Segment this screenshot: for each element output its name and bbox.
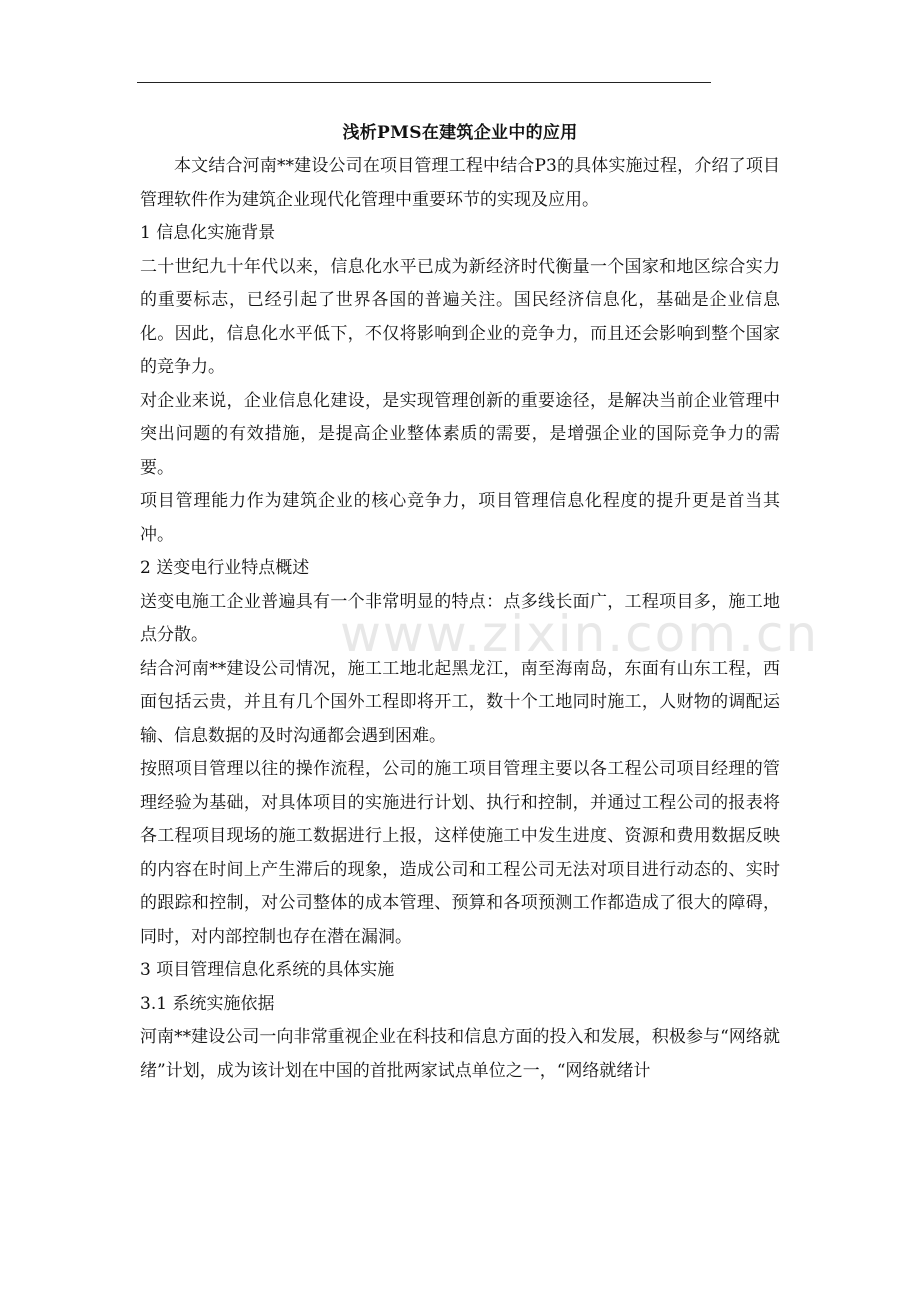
section-heading-1: 1 信息化实施背景 [140, 223, 276, 243]
subsection-heading-3-1: 3.1 系统实施依据 [140, 993, 275, 1014]
paragraph: 送变电施工企业普遍具有一个非常明显的特点：点多线长面广，工程项目多，施工地点分散。 [140, 591, 780, 645]
section-heading-3: 3 项目管理信息化系统的具体实施 [140, 960, 395, 980]
watermark: www.zixin.com.cn [340, 605, 820, 663]
paragraph: 按照项目管理以往的操作流程，公司的施工项目管理主要以各工程公司项目经理的管理经验为基础，对具体项目的实施进行计划、执行和控制，并通过工程公司的报表将各工程项目现场的施工数据进行上报，这样使施工中发生进度、资源和费用数据反映的内容在时间上产生滞后的现象，造成公司和工程公司无法对项目进行动态的、实时的跟踪和控制，对公司整体的成本管理、预算和各项预测工作都造成了很大的障碍，同时，对内部控制也存在潜在漏洞。 [140, 759, 780, 947]
document-body [140, 150, 780, 1088]
paragraph: 二十世纪九十年代以来，信息化水平已成为新经济时代衡量一个国家和地区综合实力的重要标志，已经引起了世界各国的普遍关注。国民经济信息化，基础是企业信息化。因此，信息化水平低下，不仅将影响到企业的竞争力，而且还会影响到整个国家的竞争力。 [140, 256, 780, 377]
document-title: 浅析PMS在建筑企业中的应用 [342, 123, 578, 143]
paragraph: 河南**建设公司一向非常重视企业在科技和信息方面的投入和发展，积极参与“网络就绪”计划，成为该计划在中国的首批两家试点单位之一，“网络就绪计 [140, 1027, 780, 1081]
intro-paragraph: 本文结合河南**建设公司在项目管理工程中结合P3的具体实施过程，介绍了项目管理软件作为建筑企业现代化管理中重要环节的实现及应用。 [140, 156, 780, 210]
paragraph: 对企业来说，企业信息化建设，是实现管理创新的重要途径，是解决当前企业管理中突出问题的有效措施，是提高企业整体素质的需要，是增强企业的国际竞争力的需要。 [140, 390, 780, 478]
paragraph: 结合河南**建设公司情况，施工工地北起黑龙江，南至海南岛，东面有山东工程，西面包括云贵，并且有几个国外工程即将开工，数十个工地同时施工，人财物的调配运输、信息数据的及时沟通都会遇到困难。 [140, 658, 780, 746]
header-rule [137, 82, 711, 83]
paragraph: 项目管理能力作为建筑企业的核心竞争力，项目管理信息化程度的提升更是首当其冲。 [140, 491, 780, 545]
section-heading-2: 2 送变电行业特点概述 [140, 558, 310, 578]
